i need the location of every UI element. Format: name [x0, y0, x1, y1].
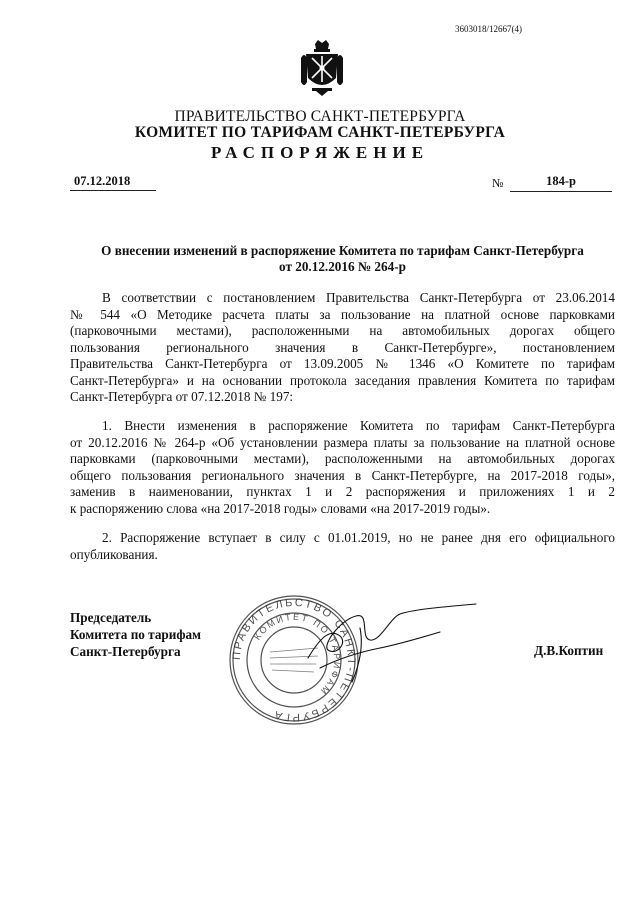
paragraph-line: опубликования. [70, 546, 158, 562]
paragraph-line: парковками (парковочными местами), расположенными на автомобильных дорогах [70, 451, 615, 466]
paragraph-line: Санкт-Петербурга» и на основании протокола заседания правления Комитета по тарифам [70, 372, 615, 388]
government-title: ПРАВИТЕЛЬСТВО САНКТ-ПЕТЕРБУРГА [174, 108, 466, 125]
paragraph-line: В соответствии с постановлением Правительства Санкт-Петербурга от 23.06.2014 [102, 290, 615, 305]
paragraph-line: общего пользования регионального значения в Санкт-Петербурге, на 2017-2018 годы», [70, 467, 615, 483]
clause-2-paragraph [70, 530, 615, 563]
paragraph-line: Правительства Санкт-Петербурга от 13.09.2005 № 1346 «О Комитете по тарифам [70, 356, 615, 371]
signatory-name: Д.В.Коптин [534, 643, 604, 658]
committee-title: КОМИТЕТ ПО ТАРИФАМ САНКТ-ПЕТЕРБУРГА [134, 124, 506, 141]
clause-1-paragraph [70, 418, 615, 517]
stamp-inner-text: КОМИТЕТ ПО ТАРИФАМ [252, 611, 343, 698]
paragraph-line: к распоряжению слова «на 2017-2018 годы» словами «на 2017-2019 годы». [70, 500, 491, 516]
paragraph-line: 2. Распоряжение вступает в силу с 01.01.2019, но не ранее дня его официального [102, 530, 615, 545]
stamp-outer-text: ПРАВИТЕЛЬСТВО САНКТ-ПЕТЕРБУРГА [230, 596, 358, 724]
preamble-paragraph [70, 290, 615, 406]
subject-line-2: от 20.12.2016 № 264-р [279, 259, 406, 274]
number-label: № [492, 176, 504, 190]
signatory-title [70, 609, 201, 660]
saint-petersburg-coat-of-arms-icon [298, 38, 346, 98]
subject-line-1: О внесении изменений в распоряжение Комитета по тарифам Санкт-Петербурга [101, 243, 584, 258]
paragraph-line: № 544 «О Методике расчета платы за пользование на платной основе парковками [70, 306, 615, 322]
document-date: 07.12.2018 [70, 174, 156, 191]
document-order-number: 184-р [510, 174, 612, 192]
signatory-title-line: Санкт-Петербурга [70, 644, 181, 659]
paragraph-line: заменив в наименовании, пунктах 1 и 2 распоряжения и приложениях 1 и 2 [70, 484, 615, 499]
paragraph-line: пользования регионального значения в Санкт-Петербурге», постановлением [70, 339, 615, 355]
document-registration-number: 3603018/12667(4) [455, 24, 522, 34]
handwritten-signature [300, 598, 480, 688]
paragraph-line: Санкт-Петербурга от 07.12.2018 № 197: [70, 389, 294, 404]
paragraph-line: от 20.12.2016 № 264-р «Об установлении размера платы за пользование на платной основе [70, 434, 615, 450]
paragraph-line: (парковочными местами), расположенными на автомобильных дорогах общего [70, 323, 615, 338]
paragraph-line: 1. Внести изменения в распоряжение Комитета по тарифам Санкт-Петербурга [102, 418, 615, 433]
document-type: РАСПОРЯЖЕНИЕ [210, 143, 430, 162]
signatory-title-line: Комитета по тарифам [70, 627, 202, 642]
signatory-title-line: Председатель [70, 610, 152, 625]
